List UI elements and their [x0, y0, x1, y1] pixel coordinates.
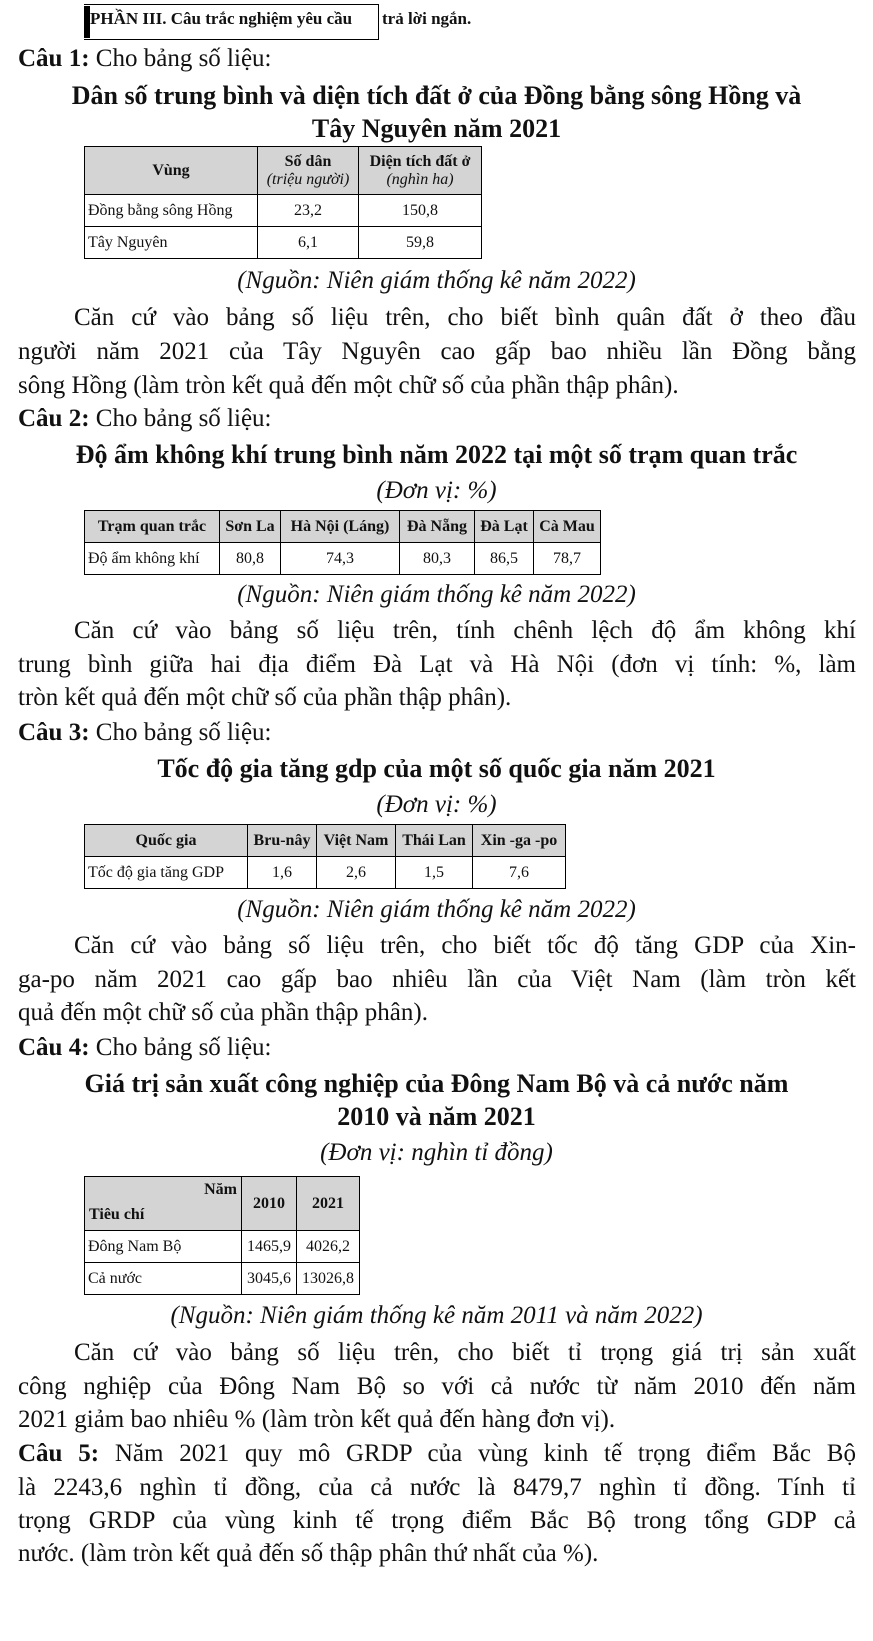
- q3-text-line1: Căn cứ vào bảng số liệu trên, cho biết tốc độ tăng GDP của Xin-: [74, 932, 856, 959]
- q2-cell: Độ ẩm không khí: [85, 543, 220, 575]
- q4-table: [84, 1176, 360, 1295]
- q2-header: Sơn La: [220, 511, 281, 543]
- q2-header: Cà Mau: [534, 511, 601, 543]
- q1-header-population-unit: (triệu người): [266, 170, 350, 188]
- q3-cell: 7,6: [473, 857, 566, 889]
- header-text-rest: trả lời ngắn.: [382, 9, 472, 28]
- q2-label: Câu 2:: [18, 405, 90, 432]
- q1-source: (Nguồn: Niên giám thống kê năm 2022): [237, 267, 636, 294]
- q4-cell: 13026,8: [297, 1263, 360, 1295]
- q4-text-line2: công nghiệp của Đông Nam Bộ so với cả nước từ năm 2010 đến năm: [18, 1373, 856, 1400]
- q4-cell: 3045,6: [242, 1263, 297, 1295]
- q2-cell: 80,8: [220, 543, 281, 575]
- q4-header-criteria-label: Tiêu chí: [89, 1206, 145, 1223]
- q3-title: Tốc độ gia tăng gdp của một số quốc gia năm 2021: [157, 754, 716, 783]
- q4-label: Câu 4:: [18, 1034, 90, 1061]
- q5-label: Câu 5:: [18, 1440, 100, 1467]
- table-row: [85, 1231, 360, 1263]
- table-row: [85, 543, 601, 575]
- q4-header-year-label: Năm: [204, 1181, 237, 1198]
- q1-cell: 150,8: [359, 195, 482, 227]
- q1-header-population: [258, 147, 359, 195]
- q3-header: Thái Lan: [396, 825, 473, 857]
- q1-cell: 59,8: [359, 227, 482, 259]
- q2-cell: 86,5: [475, 543, 534, 575]
- q4-text-line1: Căn cứ vào bảng số liệu trên, cho biết tỉ trọng giá trị sản xuất: [74, 1339, 856, 1366]
- q1-header-land-label: Diện tích đất ở: [369, 152, 471, 170]
- q4-cell: 1465,9: [242, 1231, 297, 1263]
- q3-cell: 2,6: [317, 857, 396, 889]
- q1-intro: [18, 42, 271, 76]
- q4-source: (Nguồn: Niên giám thống kê năm 2011 và năm 2022): [170, 1302, 703, 1329]
- q3-header: Việt Nam: [317, 825, 396, 857]
- q2-header: Hà Nội (Láng): [281, 511, 400, 543]
- q2-intro: [18, 402, 271, 436]
- q1-cell: Đồng bằng sông Hồng: [85, 195, 258, 227]
- q5-text-line1: [18, 1437, 856, 1471]
- q2-text-line2: trung bình giữa hai địa điểm Đà Lạt và Hà Nội (đơn vị tính: %, làm: [18, 651, 856, 678]
- header-text-boxed: PHẦN III. Câu trắc nghiệm yêu cầu: [90, 9, 353, 28]
- q2-intro-text: Cho bảng số liệu:: [95, 405, 272, 432]
- q4-intro: [18, 1031, 271, 1065]
- q2-cell: 78,7: [534, 543, 601, 575]
- q4-intro-text: Cho bảng số liệu:: [95, 1034, 272, 1061]
- q3-header: Quốc gia: [85, 825, 248, 857]
- q4-cell: 4026,2: [297, 1231, 360, 1263]
- q1-title-line1: Dân số trung bình và diện tích đất ở của Đồng bằng sông Hồng và: [71, 81, 802, 110]
- q4-title-line1: Giá trị sản xuất công nghiệp của Đông Nam Bộ và cả nước năm: [84, 1069, 789, 1098]
- q2-header: Trạm quan trắc: [85, 511, 220, 543]
- q1-text-line3: sông Hồng (làm tròn kết quả đến một chữ số của phần thập phân).: [18, 372, 679, 399]
- q2-header: Đà Lạt: [475, 511, 534, 543]
- q4-header: 2010: [242, 1177, 297, 1231]
- q1-text-line2: người năm 2021 của Tây Nguyên cao gấp bao nhiều lần Đồng bằng: [18, 338, 856, 365]
- q3-cell: Tốc độ gia tăng GDP: [85, 857, 248, 889]
- q3-intro: [18, 716, 271, 750]
- q3-source: (Nguồn: Niên giám thống kê năm 2022): [237, 896, 636, 923]
- q2-cell: 80,3: [400, 543, 475, 575]
- q4-title-line2: 2010 và năm 2021: [337, 1102, 536, 1131]
- q1-header-region: Vùng: [85, 147, 258, 195]
- q1-cell: 6,1: [258, 227, 359, 259]
- q1-intro-text: Cho bảng số liệu:: [95, 45, 272, 72]
- q2-text-line1: Căn cứ vào bảng số liệu trên, tính chênh lệch độ ẩm không khí: [74, 617, 856, 644]
- q1-title-line2: Tây Nguyên năm 2021: [311, 114, 562, 143]
- q4-header: 2021: [297, 1177, 360, 1231]
- q2-cell: 74,3: [281, 543, 400, 575]
- q2-header: Đà Nẵng: [400, 511, 475, 543]
- q3-cell: 1,6: [248, 857, 317, 889]
- q3-intro-text: Cho bảng số liệu:: [95, 719, 272, 746]
- q3-table: [84, 824, 566, 889]
- q4-cell: Đông Nam Bộ: [85, 1231, 242, 1263]
- q4-text-line3: 2021 giảm bao nhiêu % (làm tròn kết quả đến hàng đơn vị).: [18, 1406, 616, 1433]
- q5-text-line1-content: Năm 2021 quy mô GRDP của vùng kinh tế trọng điểm Bắc Bộ: [114, 1440, 856, 1467]
- q2-source: (Nguồn: Niên giám thống kê năm 2022): [237, 581, 636, 608]
- q1-cell: Tây Nguyên: [85, 227, 258, 259]
- q2-unit: (Đơn vị: %): [376, 477, 497, 504]
- q5-text-line2: là 2243,6 nghìn tỉ đồng, của cả nước là 8479,7 nghìn tỉ đồng. Tính tỉ: [18, 1474, 856, 1501]
- q1-text-line1: Căn cứ vào bảng số liệu trên, cho biết bình quân đất ở theo đầu: [74, 304, 856, 331]
- q5-text-line4: nước. (làm tròn kết quả đến số thập phân thứ nhất của %).: [18, 1540, 599, 1567]
- q3-header: Xin -ga -po: [473, 825, 566, 857]
- q3-label: Câu 3:: [18, 719, 90, 746]
- q1-header-land-unit: (nghìn ha): [386, 170, 454, 188]
- q3-unit: (Đơn vị: %): [376, 791, 497, 818]
- q4-cell: Cả nước: [85, 1263, 242, 1295]
- q2-text-line3: tròn kết quả đến một chữ số của phần thập phân).: [18, 684, 512, 711]
- q1-header-population-label: Số dân: [284, 152, 332, 170]
- q1-table: [84, 146, 482, 259]
- table-row: [85, 227, 482, 259]
- q4-unit: (Đơn vị: nghìn tỉ đồng): [320, 1139, 553, 1166]
- q1-cell: 23,2: [258, 195, 359, 227]
- q3-cell: 1,5: [396, 857, 473, 889]
- q4-header-diagonal: [85, 1177, 242, 1231]
- q3-header: Bru-nây: [248, 825, 317, 857]
- q2-title: Độ ẩm không khí trung bình năm 2022 tại một số trạm quan trắc: [75, 440, 798, 469]
- q5-text-line3: trọng GRDP của vùng kinh tế trọng điểm Bắc Bộ trong tổng GDP cả: [18, 1507, 856, 1534]
- q3-text-line3: quả đến một chữ số của phần thập phân).: [18, 999, 428, 1026]
- table-row: [85, 857, 566, 889]
- table-row: [85, 1263, 360, 1295]
- q1-header-land: [359, 147, 482, 195]
- q2-table: [84, 510, 601, 575]
- table-row: [85, 195, 482, 227]
- q3-text-line2: ga-po năm 2021 cao gấp bao nhiêu lần của Việt Nam (làm tròn kết: [18, 966, 856, 993]
- q1-label: Câu 1:: [18, 45, 90, 72]
